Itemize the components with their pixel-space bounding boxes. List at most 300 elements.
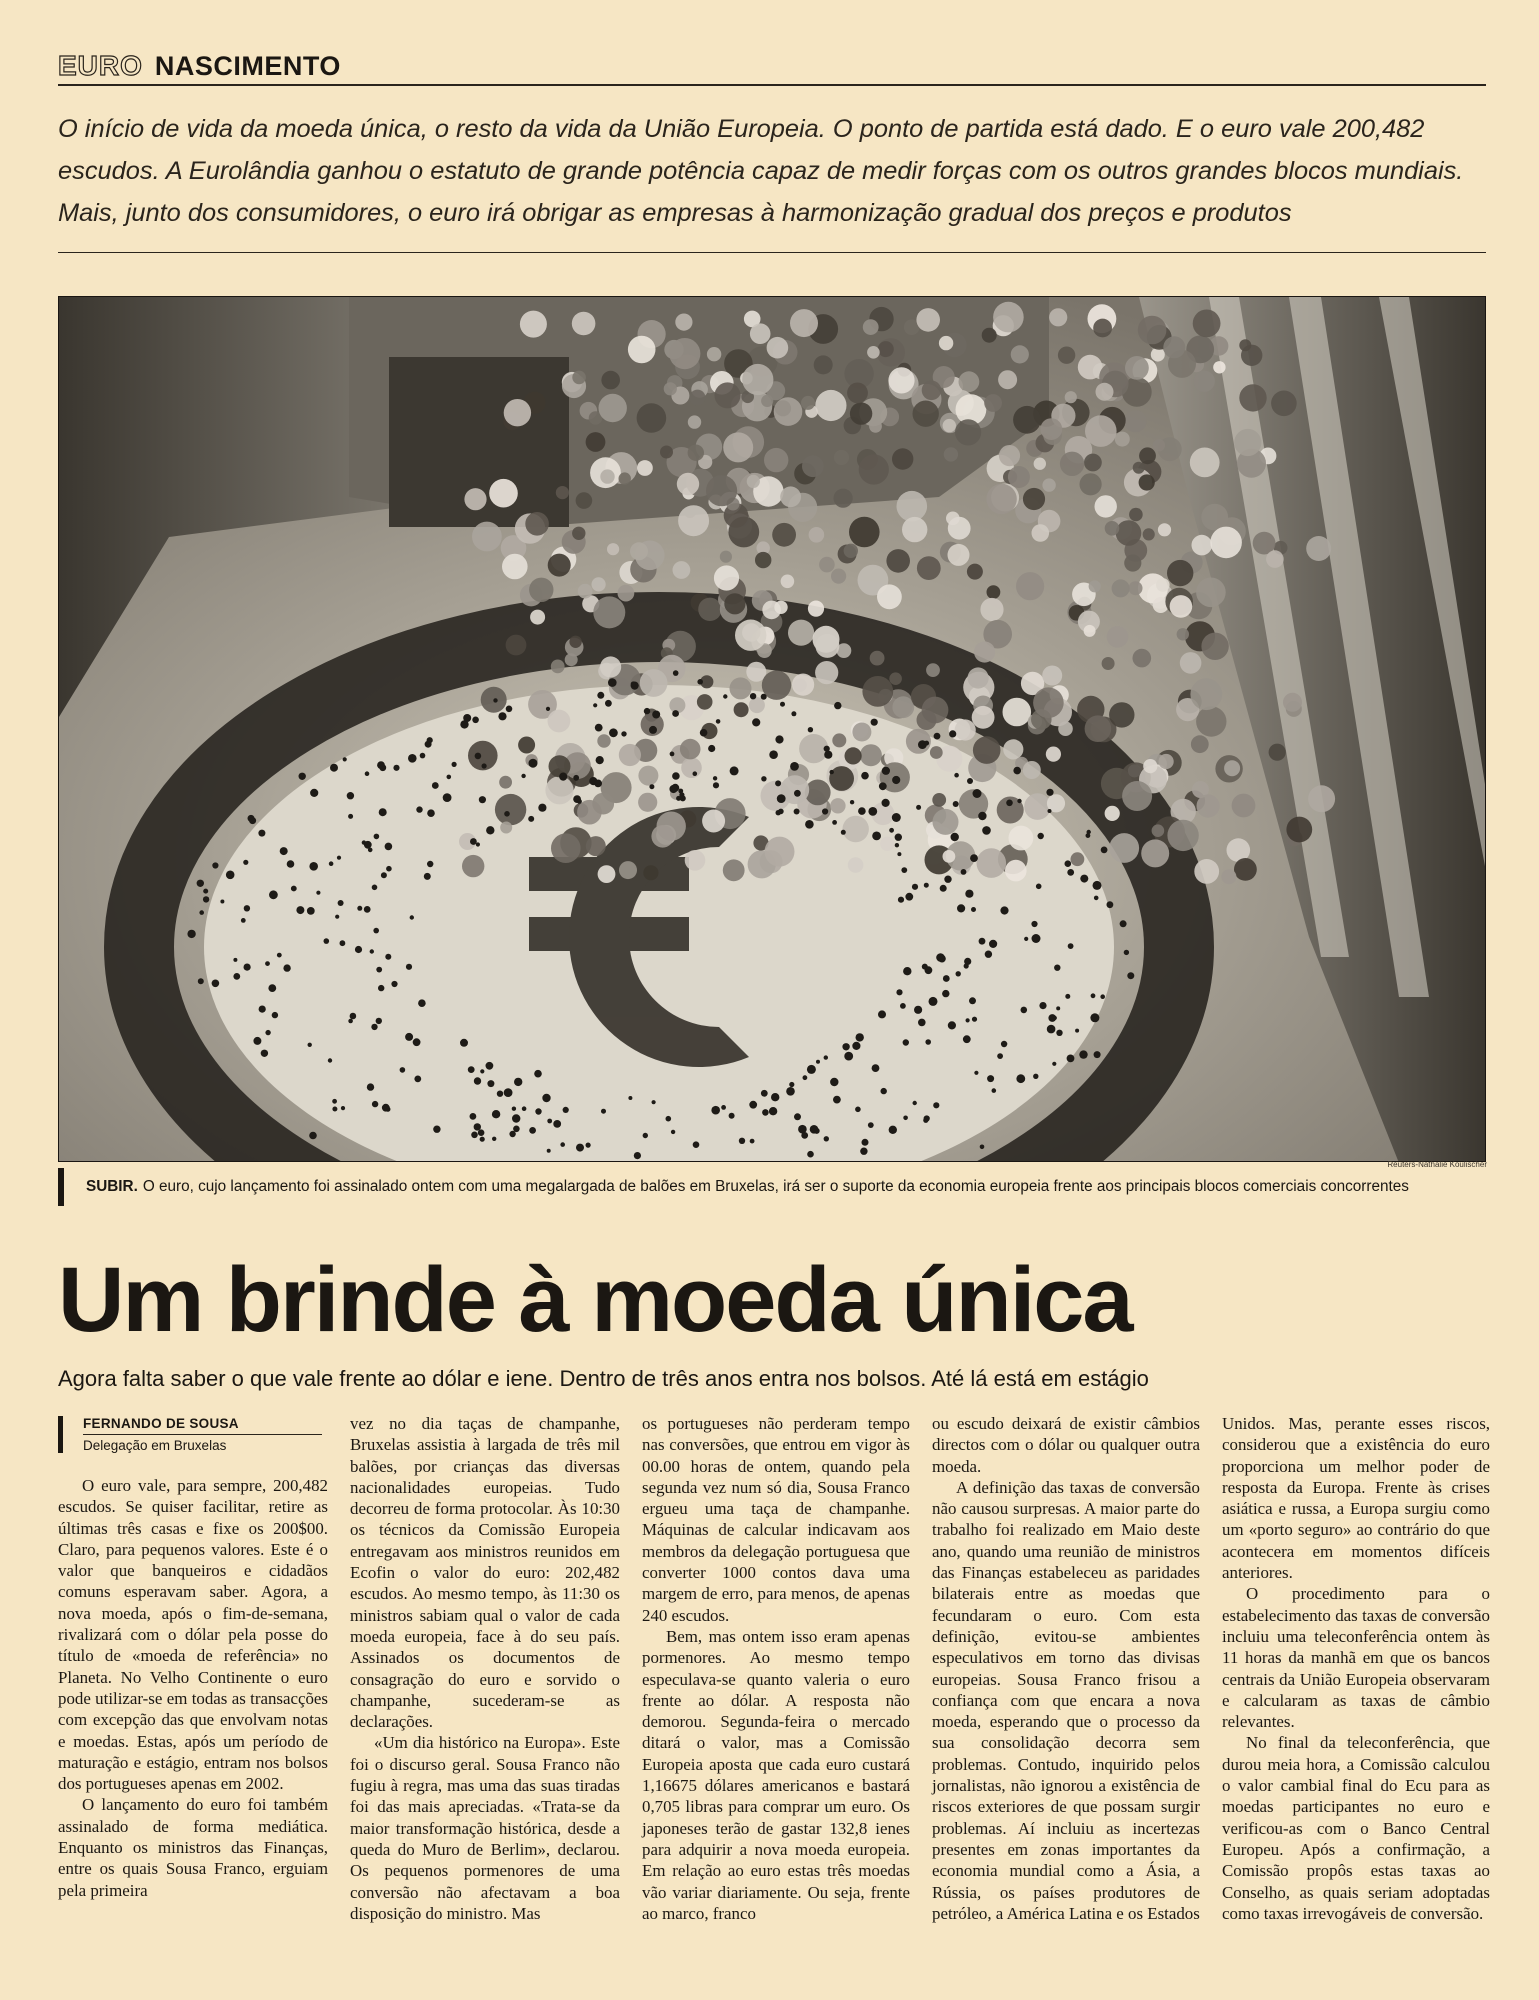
balloon	[1084, 454, 1102, 472]
balloon	[530, 610, 545, 625]
balloon	[781, 575, 795, 589]
balloon	[472, 522, 502, 552]
paragraph: Unidos. Mas, perante esses riscos, considerou que a existência do euro proporciona um melhor poder de resposta da Europa. Frente às crises asiática e russa, a Europa surgiu como um «porto seguro» ao contrário do que acontecera em momentos difíceis anteriores.	[1222, 1414, 1490, 1583]
balloon	[1034, 458, 1046, 470]
balloon	[848, 857, 864, 873]
balloon	[1023, 761, 1041, 779]
paragraph: «Um dia histórico na Europa». Este foi o discurso geral. Sousa Franco não fugiu à regra, mas uma das suas tiradas foi das mais apreciadas. «Trata-se da maior transformação histórica, desde a queda do Muro de Berlim», declarou. Os pequenos pormenores de uma conversão não afectavam a boa disposição do ministro. Mas	[350, 1733, 620, 1923]
balloon	[761, 395, 773, 407]
person	[406, 964, 412, 970]
person	[929, 997, 938, 1006]
person	[460, 1039, 468, 1047]
person	[198, 978, 204, 984]
person	[739, 1138, 745, 1144]
balloon	[1191, 735, 1209, 753]
subheadline: Agora falta saber o que vale frente ao dólar e iene. Dentro de três anos entra nos bolsos. Até lá está em estágio	[58, 1366, 1149, 1391]
paragraph: No final da teleconferência, que durou meia hora, a Comissão calculou o valor cambial final do Ecu para as moedas participantes no euro e verificou-as com o Banco Central Europeu. Após a confirmação, a Comissão propôs estas taxas ao Conselho, as quais seriam adoptadas como taxas irrevogáveis de conversão.	[1222, 1733, 1490, 1923]
balloon	[685, 850, 706, 871]
balloon	[619, 744, 641, 766]
balloon	[556, 486, 569, 499]
person	[924, 1115, 930, 1121]
person	[468, 1066, 475, 1073]
balloon	[730, 677, 752, 699]
person	[807, 1065, 816, 1074]
person	[974, 1071, 978, 1075]
balloon	[619, 472, 631, 484]
balloon	[1013, 406, 1041, 434]
balloon	[764, 448, 788, 472]
person	[1046, 789, 1053, 796]
balloon	[913, 401, 939, 427]
balloon	[525, 512, 549, 536]
person	[644, 708, 650, 714]
person	[492, 1110, 500, 1118]
balloon	[955, 419, 981, 445]
person	[376, 1018, 382, 1024]
person	[601, 1109, 606, 1114]
balloon	[943, 419, 956, 432]
person	[1100, 994, 1105, 999]
person	[416, 806, 422, 812]
person	[529, 1127, 536, 1134]
person	[832, 820, 837, 825]
balloon	[1129, 581, 1143, 595]
person	[789, 1082, 794, 1087]
balloon	[572, 312, 596, 336]
balloon	[688, 445, 704, 461]
person	[546, 707, 550, 711]
balloon	[1093, 319, 1112, 338]
person	[534, 1070, 542, 1078]
balloon	[1234, 858, 1257, 881]
person	[897, 852, 901, 856]
person	[364, 906, 371, 913]
balloon	[1163, 336, 1185, 358]
person	[379, 764, 386, 771]
balloon	[943, 850, 956, 863]
person	[953, 801, 959, 807]
balloon	[1065, 391, 1077, 403]
person	[452, 762, 457, 767]
person	[794, 809, 800, 815]
person	[424, 873, 431, 880]
person	[1048, 809, 1052, 813]
person	[335, 915, 339, 919]
person	[243, 860, 248, 865]
balloon	[986, 484, 1016, 514]
person	[830, 770, 834, 774]
balloon	[830, 798, 845, 813]
person	[379, 808, 387, 816]
balloon	[664, 382, 677, 395]
person	[715, 1107, 719, 1111]
person	[878, 1010, 886, 1018]
balloon	[677, 473, 699, 495]
person	[652, 1100, 656, 1104]
person	[493, 698, 497, 702]
person	[794, 1113, 801, 1120]
balloon	[1109, 702, 1134, 727]
person	[347, 792, 354, 799]
person	[348, 1019, 353, 1024]
balloon	[917, 556, 941, 580]
balloon	[1306, 536, 1331, 561]
person	[882, 799, 890, 807]
paragraph: O lançamento do euro foi também assinalado de forma mediática. Enquanto os ministros das Finanças, entre os quais Sousa Franco, erguiam pela primeira	[58, 1795, 328, 1900]
person	[807, 1151, 814, 1158]
balloon	[1078, 355, 1103, 380]
person	[1075, 1029, 1079, 1033]
person	[900, 1003, 906, 1009]
person	[914, 1006, 922, 1014]
balloon	[714, 565, 739, 590]
person	[233, 958, 237, 962]
person	[1052, 1062, 1056, 1066]
paragraph: vez no dia taças de champanhe, Bruxelas assistia à largada de três mil balões, por crianças das diversas nacionalidades europeias. Tudo decorreu de forma protocolar. Às 10:30 os técnicos da Comissão Europeia entregavam aos ministros reunidos em Ecofin o valor do euro: 202,482 escudos. Ao mesmo tempo, às 11:30 os ministros sabiam qual o valor de cada moeda europeia, face à do seu país. Assinados os documentos de consagração do euro e sorvido o champanhe, sucederam-se as declarações.	[350, 1414, 620, 1732]
balloon	[792, 674, 814, 696]
balloon	[1269, 744, 1286, 761]
person	[786, 1087, 795, 1096]
person	[265, 1030, 270, 1035]
person	[482, 763, 487, 768]
balloon	[870, 651, 885, 666]
person	[1056, 1030, 1062, 1036]
person	[1094, 1051, 1101, 1058]
balloon	[1071, 852, 1085, 866]
person	[903, 1039, 909, 1045]
person	[979, 938, 986, 945]
balloon	[638, 766, 658, 786]
balloon	[802, 455, 824, 477]
person	[1124, 950, 1129, 955]
balloon	[1023, 488, 1045, 510]
person	[296, 906, 304, 914]
person	[1065, 994, 1070, 999]
person	[308, 1043, 312, 1047]
balloon	[518, 737, 535, 754]
balloon	[847, 383, 868, 404]
balloon	[1042, 666, 1062, 686]
balloon	[1096, 383, 1114, 401]
balloon	[850, 402, 872, 424]
person	[506, 706, 513, 713]
person	[901, 867, 907, 873]
person	[987, 1075, 994, 1082]
person	[559, 773, 567, 781]
person	[609, 728, 618, 737]
person	[509, 1131, 515, 1137]
balloon	[1167, 560, 1193, 586]
person	[1067, 869, 1074, 876]
balloon	[1125, 356, 1149, 380]
balloon	[548, 710, 571, 733]
person	[1048, 1014, 1056, 1022]
balloon	[1196, 578, 1226, 608]
person	[762, 1109, 769, 1116]
person	[538, 804, 546, 812]
balloon	[889, 672, 902, 685]
balloon	[1102, 657, 1115, 670]
balloon	[1239, 339, 1251, 351]
person	[1033, 1074, 1038, 1079]
person	[605, 700, 612, 707]
person	[258, 830, 265, 837]
balloon	[968, 667, 989, 688]
person	[925, 1039, 931, 1045]
balloon	[845, 747, 862, 764]
person	[824, 751, 832, 759]
article-column-4	[932, 1413, 1200, 1924]
balloon	[500, 822, 512, 834]
balloon	[933, 809, 959, 835]
balloon	[742, 364, 773, 395]
balloon	[819, 557, 835, 573]
person	[420, 753, 426, 759]
person	[871, 719, 878, 726]
person	[997, 1053, 1003, 1059]
balloon	[815, 661, 838, 684]
person	[280, 847, 288, 855]
balloon	[1194, 859, 1219, 884]
balloon	[1112, 579, 1130, 597]
person	[1086, 833, 1091, 838]
balloon	[750, 323, 771, 344]
balloon	[597, 734, 610, 747]
balloon	[697, 694, 713, 710]
person	[310, 789, 318, 797]
balloon	[959, 371, 980, 392]
person	[463, 714, 471, 722]
balloon	[1024, 793, 1051, 820]
balloon	[1139, 447, 1156, 464]
balloon	[1107, 626, 1129, 648]
person	[497, 1091, 503, 1097]
person	[916, 805, 921, 810]
balloon	[948, 544, 970, 566]
balloon	[1138, 316, 1167, 345]
person	[1031, 921, 1037, 927]
balloon	[747, 475, 760, 488]
headline: Um brinde à moeda única	[58, 1249, 1132, 1351]
person	[634, 1152, 641, 1159]
balloon	[972, 706, 995, 729]
balloon	[565, 653, 578, 666]
person	[791, 711, 796, 716]
balloon	[1167, 820, 1198, 851]
person	[357, 906, 362, 911]
balloon	[698, 598, 721, 621]
paragraph: O procedimento para o estabelecimento das taxas de conversão incluiu uma teleconferência ontem às 11 horas da manhã em que os bancos centrais da União Europeia observaram e calcularam as taxas de câmbio relevantes.	[1222, 1584, 1490, 1732]
balloon	[1085, 715, 1112, 742]
balloon	[1060, 452, 1084, 476]
balloon	[643, 865, 658, 880]
person	[822, 808, 828, 814]
balloon	[619, 861, 637, 879]
person	[427, 861, 433, 867]
balloon	[892, 448, 913, 469]
person	[951, 833, 959, 841]
person	[982, 826, 991, 835]
balloon	[829, 766, 854, 791]
person	[365, 771, 370, 776]
person	[693, 771, 698, 776]
balloon	[922, 381, 942, 401]
person	[693, 1141, 700, 1148]
person	[980, 1145, 985, 1150]
balloon	[1116, 520, 1142, 546]
person	[486, 826, 494, 834]
balloon	[982, 328, 997, 343]
balloon	[586, 432, 606, 452]
person	[716, 719, 721, 724]
balloon	[967, 564, 983, 580]
person	[1094, 896, 1099, 901]
person	[775, 735, 783, 743]
person	[233, 973, 240, 980]
person	[934, 733, 941, 740]
balloon	[630, 542, 648, 560]
person	[925, 966, 933, 974]
balloon	[499, 776, 512, 789]
person	[879, 782, 887, 790]
balloon	[1283, 693, 1302, 712]
balloon	[464, 488, 486, 510]
person	[672, 710, 679, 717]
person	[1080, 875, 1088, 883]
person	[1091, 993, 1096, 998]
balloon	[902, 517, 927, 542]
lead-paragraph: O início de vida da moeda única, o resto da vida da União Europeia. O ponto de partida está dado. E o euro vale 200,482 escudos. A Eurolândia ganhou o estatuto de grande potência capaz de medir forças com os outros grandes blocos mundiais. Mais, junto dos consumidores, o euro irá obrigar as empresas à harmonização gradual dos preços e produtos	[58, 115, 1464, 227]
person	[833, 1096, 841, 1104]
person	[512, 1114, 520, 1122]
person	[824, 1055, 828, 1059]
person	[220, 900, 224, 904]
person	[1056, 1006, 1060, 1010]
balloon	[1239, 384, 1266, 411]
balloon	[1180, 652, 1202, 674]
person	[730, 766, 739, 775]
person	[330, 764, 338, 772]
person	[790, 762, 799, 771]
person	[386, 866, 392, 872]
paragraph: Bem, mas ontem isso eram apenas pormenores. Ao mesmo tempo especulava-se quanto valeria o euro frente ao dólar. A resposta não demorou. Segunda-feira o mercado ditará o valor, mas a Comissão Europeia aposta que cada euro custará 1,16675 dólares americanos e bastará 0,705 libras para comprar um euro. Os japoneses terão de gastar 132,8 ienes para adquirir a nova moeda europeia. Em relação ao euro estas três moedas vão variar diariamente. Ou seja, frente ao marco, franco	[642, 1626, 910, 1923]
person	[944, 876, 951, 883]
person	[480, 1069, 484, 1073]
person	[673, 670, 679, 676]
person	[761, 776, 766, 781]
balloon	[774, 601, 787, 614]
balloon	[1133, 649, 1152, 668]
person	[949, 730, 956, 737]
balloon	[765, 837, 795, 867]
article-column-2	[350, 1413, 620, 1924]
balloon	[723, 859, 745, 881]
person	[862, 1139, 869, 1146]
balloon	[999, 445, 1020, 466]
person	[1093, 881, 1102, 890]
person	[299, 773, 306, 780]
balloon	[669, 338, 700, 369]
person	[924, 741, 929, 746]
person	[521, 774, 525, 778]
balloon	[551, 660, 565, 674]
person	[721, 1105, 726, 1110]
balloon	[1197, 794, 1220, 817]
person	[199, 910, 204, 915]
balloon	[1085, 415, 1117, 447]
person	[474, 1123, 481, 1130]
person	[956, 971, 961, 976]
person	[970, 854, 978, 862]
balloon	[640, 669, 668, 697]
balloon	[1033, 687, 1064, 718]
balloon	[1122, 781, 1152, 811]
person	[954, 773, 959, 778]
balloon	[892, 696, 914, 718]
balloon	[502, 554, 528, 580]
person	[918, 1019, 926, 1027]
balloon	[688, 415, 701, 428]
person	[309, 862, 318, 871]
balloon	[1143, 528, 1155, 540]
balloon	[755, 552, 771, 568]
person	[324, 938, 330, 944]
balloon	[681, 757, 702, 778]
balloon	[877, 584, 902, 609]
person	[272, 1012, 278, 1018]
balloon	[551, 833, 581, 863]
balloon	[1158, 523, 1171, 536]
balloon	[1128, 764, 1141, 777]
person	[1013, 767, 1021, 775]
person	[850, 800, 854, 804]
person	[780, 702, 785, 707]
person	[269, 890, 278, 899]
balloon	[735, 620, 766, 651]
balloon	[601, 371, 620, 390]
balloon	[1016, 572, 1044, 600]
balloon	[1084, 625, 1096, 637]
balloon	[592, 577, 606, 591]
person	[492, 1137, 496, 1141]
balloon	[549, 755, 571, 777]
balloon	[939, 336, 953, 350]
person	[355, 946, 362, 953]
person	[842, 1043, 849, 1050]
balloon	[1089, 580, 1101, 592]
person	[307, 907, 315, 915]
person	[985, 951, 992, 958]
person	[808, 727, 813, 732]
balloon	[1170, 595, 1193, 618]
person	[750, 693, 756, 699]
person	[621, 731, 626, 736]
person	[670, 752, 675, 757]
balloon	[1133, 462, 1145, 474]
photo-credit: Reuters-Nathalie Koulischer	[1387, 1160, 1487, 1169]
balloon	[859, 454, 889, 484]
balloon	[790, 309, 818, 337]
person	[769, 1107, 777, 1115]
balloon	[1008, 466, 1030, 488]
person	[249, 817, 256, 824]
person	[628, 1096, 632, 1100]
balloon	[808, 601, 824, 617]
person	[378, 985, 384, 991]
person	[593, 703, 597, 707]
person	[892, 813, 901, 822]
balloon	[586, 836, 606, 856]
